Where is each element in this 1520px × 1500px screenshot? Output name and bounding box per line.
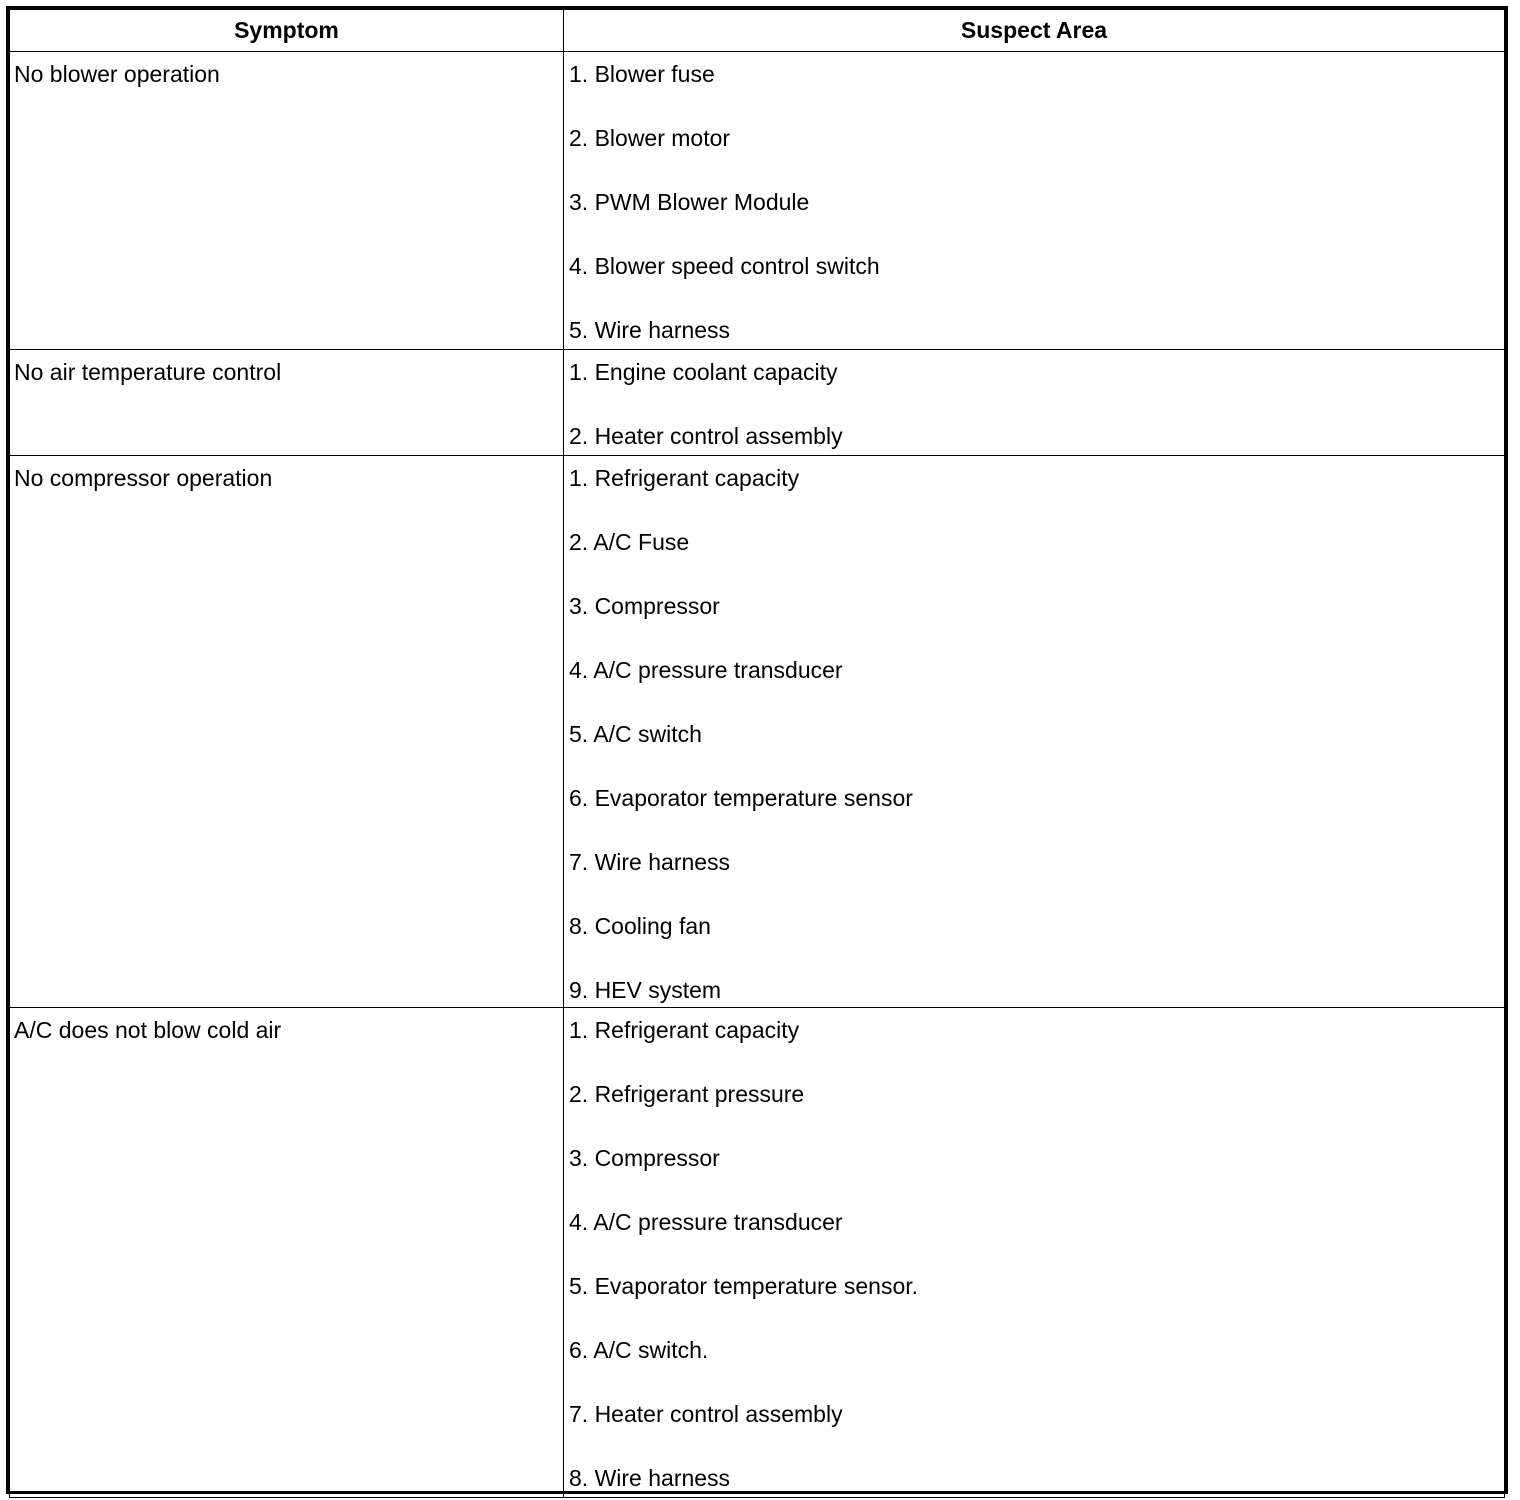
symptom-cell: No air temperature control — [10, 350, 564, 456]
suspect-item: 2. Refrigerant pressure — [569, 1081, 805, 1107]
header-row — [10, 10, 1505, 52]
suspect-item: 3. PWM Blower Module — [569, 189, 810, 215]
suspect-area-cell — [564, 52, 1505, 350]
suspect-item: 5. Wire harness — [569, 317, 731, 343]
suspect-area-cell — [564, 456, 1505, 1008]
suspect-item: 1. Engine coolant capacity — [569, 359, 838, 385]
suspect-item: 2. Blower motor — [569, 125, 731, 151]
symptom-cell: No blower operation — [10, 52, 564, 350]
suspect-item: 2. A/C Fuse — [569, 529, 690, 555]
suspect-item: 8. Cooling fan — [569, 913, 711, 939]
suspect-item: 7. Wire harness — [569, 849, 731, 875]
suspect-item: 4. Blower speed control switch — [569, 253, 880, 279]
suspect-item: 5. A/C switch — [569, 721, 702, 747]
suspect-item: 2. Heater control assembly — [569, 423, 843, 449]
symptom-cell: A/C does not blow cold air — [10, 1008, 564, 1498]
table-row — [10, 456, 1505, 1008]
troubleshooting-table — [6, 6, 1508, 1494]
table-row — [10, 52, 1505, 350]
header-symptom: Symptom — [10, 10, 564, 52]
suspect-item: 6. A/C switch. — [569, 1337, 709, 1363]
suspect-item: 7. Heater control assembly — [569, 1401, 843, 1427]
suspect-item: 3. Compressor — [569, 593, 720, 619]
symptom-table — [9, 9, 1505, 1498]
suspect-item: 6. Evaporator temperature sensor — [569, 785, 913, 811]
suspect-item: 4. A/C pressure transducer — [569, 657, 843, 683]
suspect-area-cell — [564, 1008, 1505, 1498]
suspect-item: 9. HEV system — [569, 977, 722, 1003]
table-row — [10, 1008, 1505, 1498]
suspect-item: 3. Compressor — [569, 1145, 720, 1171]
suspect-item: 1. Refrigerant capacity — [569, 465, 800, 491]
suspect-item: 4. A/C pressure transducer — [569, 1209, 843, 1235]
header-suspect-area: Suspect Area — [564, 10, 1505, 52]
symptom-cell: No compressor operation — [10, 456, 564, 1008]
suspect-item: 5. Evaporator temperature sensor. — [569, 1273, 919, 1299]
suspect-item: 8. Wire harness — [569, 1465, 731, 1491]
table-row — [10, 350, 1505, 456]
suspect-item: 1. Blower fuse — [569, 61, 715, 87]
suspect-item: 1. Refrigerant capacity — [569, 1017, 800, 1043]
suspect-area-cell — [564, 350, 1505, 456]
